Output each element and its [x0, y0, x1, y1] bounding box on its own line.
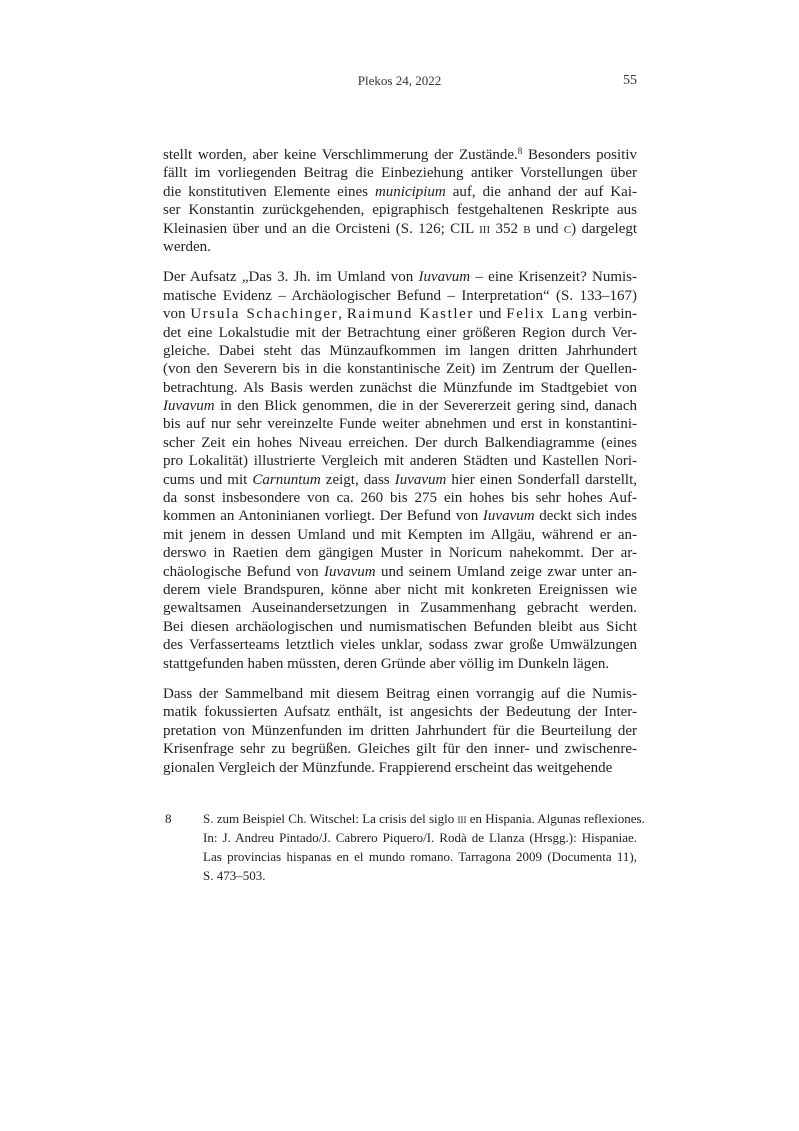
text-line [163, 305, 637, 323]
text-line [163, 471, 637, 489]
text-line [163, 183, 637, 201]
text-segment: bis auf nur sehr vereinzelte Funde weiter abnehmen und erst in konstantini- [163, 416, 637, 433]
text-segment: Bei diesen archäologischen und numismatischen Befunden bleibt aus Sicht [163, 618, 637, 635]
text-line [163, 526, 637, 544]
text-line [163, 342, 637, 360]
text-segment: stellt worden, aber keine Verschlimmerung der Zustände. [163, 147, 518, 163]
text-segment: scher Zeit ein hohes Niveau erreichen. Der durch Balkendiagramme (eines [163, 434, 637, 451]
text-segment: mit jenem in dessen Umland und mit Kempten im Allgäu, während er an- [163, 526, 637, 543]
text-segment: gleiche. Dabei steht das Münzaufkommen im langen dritten Jahrhundert [163, 342, 637, 359]
text-line [163, 452, 637, 470]
text-line [163, 722, 637, 740]
text-segment: und seinem Umland zeige zwar unter an- [375, 563, 637, 580]
text-line [163, 599, 637, 617]
text-segment: Kleinasien über und an die Orcisteni (S. 126; CIL [163, 220, 480, 237]
text-line [163, 759, 637, 777]
text-segment: (von den Severern bis in die konstantinische Zeit) im Zentrum der Quellen- [163, 361, 637, 378]
text-line [163, 740, 637, 758]
paragraph [163, 146, 637, 256]
italic-term: Carnuntum [252, 471, 321, 488]
text-segment: die konstitutiven Elemente eines [163, 183, 375, 200]
page-number: 55 [623, 73, 637, 88]
text-segment: derswo in Raetien dem gängigen Muster in Noricum nahekommt. Der ar- [163, 545, 637, 562]
text-segment: werden. [163, 238, 211, 255]
text-segment: S. zum Beispiel Ch. Witschel: La crisis del siglo [203, 811, 458, 826]
text-segment: 352 [490, 220, 524, 237]
text-segment: des Verfasserteams letztlich vieles unklar, sodass zwar große Umwälzungen [163, 637, 637, 654]
italic-term: Iuvavum [418, 269, 471, 286]
text-segment: ) dargelegt [571, 220, 638, 237]
text-segment: stattgefunden haben müssten, deren Gründe aber völlig im Dunkeln lägen. [163, 655, 610, 672]
author-name: Raimund Kastler [346, 306, 475, 323]
text-line [163, 220, 637, 238]
text-line [163, 489, 637, 507]
text-line [163, 507, 637, 525]
italic-term: Iuvavum [323, 563, 376, 580]
text-line [163, 164, 637, 182]
text-segment: zeigt, dass [320, 471, 395, 488]
text-line [163, 618, 637, 636]
italic-term: Iuvavum [482, 508, 535, 525]
text-segment: iii [457, 811, 467, 826]
running-title: Plekos 24, 2022 [357, 73, 442, 88]
text-line [203, 866, 637, 885]
italic-term: Iuvavum [163, 398, 215, 415]
text-segment: auf, die anhand der auf Kai- [445, 183, 637, 200]
text-line [163, 685, 637, 703]
text-segment: in den Blick genommen, die in der Severerzeit gering sind, danach [214, 398, 637, 415]
text-segment: c [563, 220, 572, 237]
text-line [163, 563, 637, 581]
author-name: Ursula Schachinger [190, 306, 339, 323]
text-segment: betrachtung. Als Basis werden zunächst die Münzfunde im Stadtgebiet von [163, 379, 637, 396]
text-line [163, 703, 637, 721]
text-segment: fällt im vorliegenden Beitrag die Einbeziehung antiker Vorstellungen über [163, 165, 637, 182]
text-segment: gewaltsamen Auseinandersetzungen in Zusammenhang gebracht werden. [163, 600, 637, 617]
text-line [163, 544, 637, 562]
body-text [163, 146, 637, 789]
text-line [163, 360, 637, 378]
text-line [163, 636, 637, 654]
text-segment: pro Lokalität) illustrierte Vergleich mit anderen Städten und Kastellen Nori- [163, 453, 637, 470]
footnote-number: 8 [165, 811, 172, 826]
text-segment: In: J. Andreu Pintado/J. Cabrero Piquero/I. Rodà de Llanza (Hrsgg.): Hispaniae. [203, 830, 637, 845]
text-segment: S. 473–503. [203, 868, 266, 883]
paragraph [163, 268, 637, 673]
text-line [163, 379, 637, 397]
text-segment: det eine Lokalstudie mit der Betrachtung einer größeren Region durch Ver- [163, 324, 637, 341]
text-line [203, 847, 637, 866]
text-line [163, 434, 637, 452]
text-segment: pretation von Münzenfunden im dritten Jahrhundert für die Beurteilung der [163, 722, 637, 739]
text-segment: von [163, 306, 191, 323]
text-segment: cums und mit [163, 471, 253, 488]
text-segment: – eine Krisenzeit? Numis- [470, 269, 637, 286]
text-line [163, 415, 637, 433]
text-segment: verbin- [588, 306, 637, 323]
author-name: Felix Lang [506, 306, 589, 323]
text-line [163, 655, 637, 673]
footnote-reference[interactable]: 8 [517, 146, 523, 156]
text-segment: Besonders positiv [522, 147, 637, 163]
text-segment: matische Evidenz – Archäologischer Befund – Interpretation“ (S. 133–167) [163, 287, 637, 304]
text-segment: matik fokussierten Aufsatz enthält, ist angesichts der Bedeutung der Inter- [163, 704, 637, 721]
text-segment: , [338, 306, 347, 323]
text-segment: kommen an Antoninianen vorliegt. Der Befund von [163, 508, 483, 525]
text-segment: Las provincias hispanas en el mundo romano. Tarragona 2009 (Documenta 11), [203, 849, 637, 864]
italic-term: Iuvavum [394, 471, 447, 488]
text-segment: derem viele Brandspuren, könne aber nicht mit konkreten Ereignissen wie [163, 581, 637, 598]
text-segment: deckt sich indes [534, 508, 637, 525]
paragraph [163, 685, 637, 777]
text-line [163, 397, 637, 415]
text-line [163, 581, 637, 599]
italic-term: municipium [374, 183, 446, 200]
text-segment: b [523, 220, 531, 237]
text-line [203, 828, 637, 847]
text-line [163, 201, 637, 219]
text-segment: chäologische Befund von [163, 563, 324, 580]
text-line [163, 268, 637, 286]
text-segment: iii [479, 220, 491, 237]
text-segment: gionalen Vergleich der Münzfunde. Frappierend erscheint das weitgehende [163, 759, 613, 776]
text-segment: Der Aufsatz „Das 3. Jh. im Umland von [163, 269, 419, 286]
text-segment: hier einen Sonderfall darstellt, [446, 471, 638, 488]
footnote-text [203, 809, 645, 885]
text-line [163, 238, 637, 256]
text-segment: und [530, 220, 564, 237]
text-segment: en Hispania. Algunas reflexiones. [466, 811, 645, 826]
text-segment: Krisenfrage sehr zu begrüßen. Gleiches gilt für den inner- und zwischenre- [163, 741, 637, 758]
text-line [163, 287, 637, 305]
text-line [203, 809, 645, 828]
text-segment: da sonst insbesondere von ca. 260 bis 275 ein hohes bis sehr hohes Auf- [163, 490, 637, 507]
text-segment: Dass der Sammelband mit diesem Beitrag einen vorrangig auf die Numis- [163, 685, 637, 702]
text-line [163, 324, 637, 342]
text-line [163, 146, 637, 164]
text-segment: ser Konstantin zurückgehenden, epigraphisch festgehaltenen Reskripte aus [163, 202, 637, 219]
text-segment: und [474, 306, 507, 323]
